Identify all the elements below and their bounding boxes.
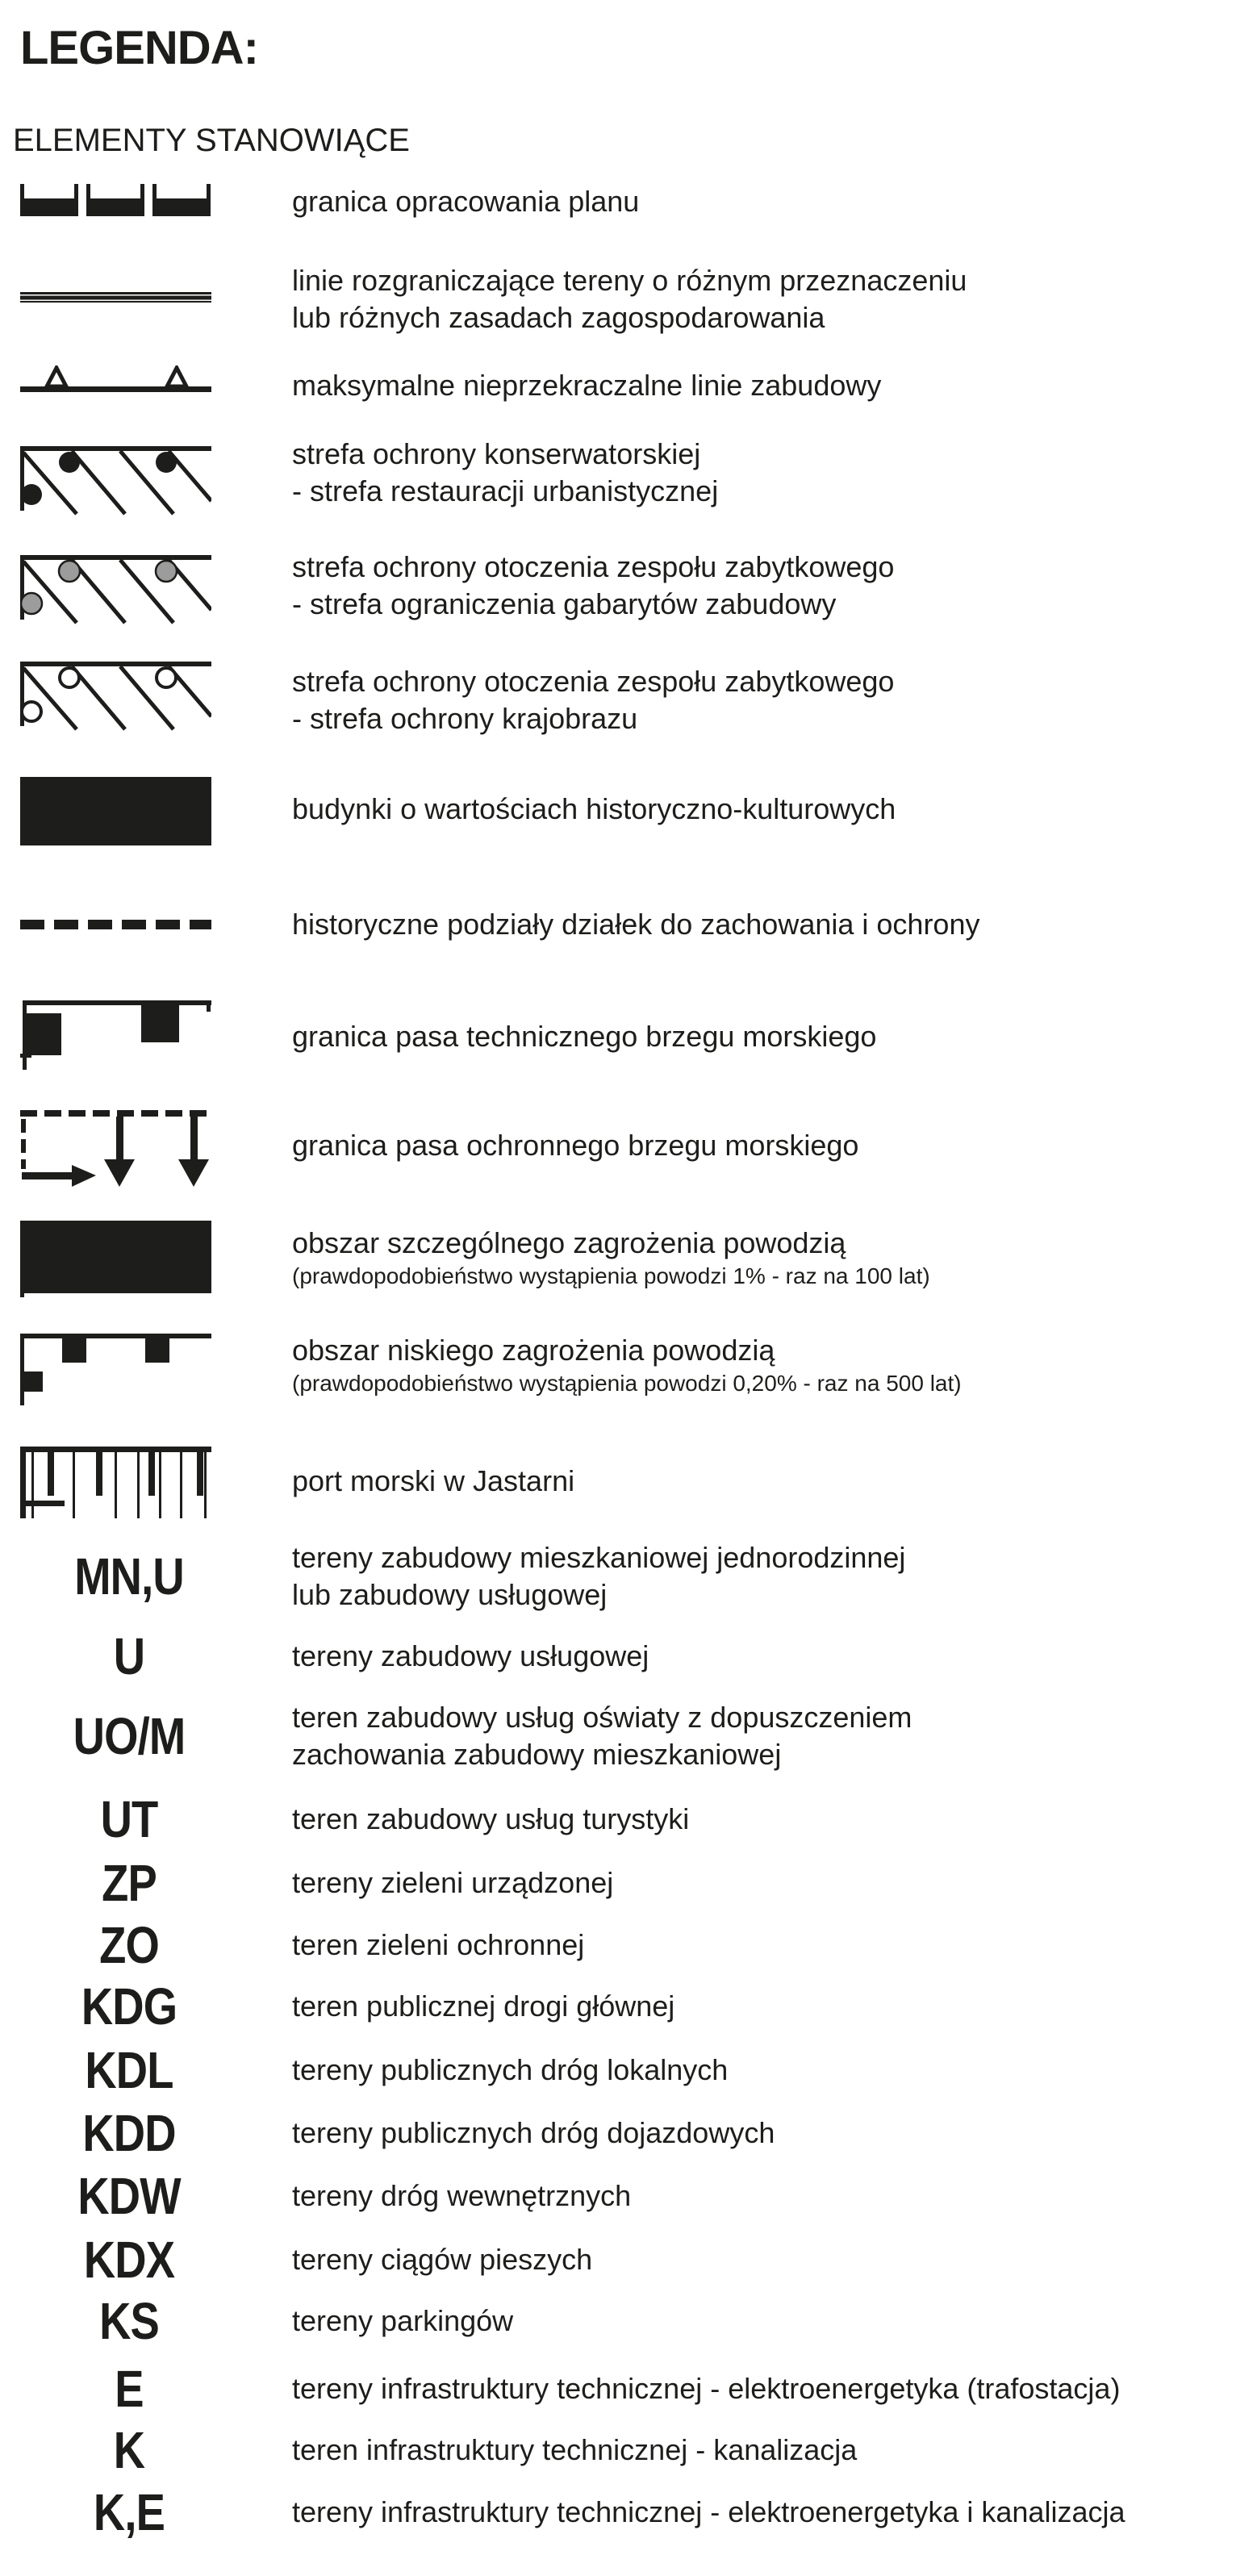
zone-label-mn-u: tereny zabudowy mieszkaniowej jednorodzinnej lub zabudowy usługowej — [292, 1541, 906, 1611]
legend-note-flood-special: (prawdopodobieństwo wystąpienia powodzi 1% - raz na 100 lat) — [292, 1263, 930, 1288]
zone-label-ks: tereny parkingów — [292, 2304, 514, 2337]
zone-code-e: E — [115, 2360, 144, 2418]
technical-belt-symbol — [20, 1000, 211, 1073]
section-heading: ELEMENTY STANOWIĄCE — [13, 123, 410, 158]
legend-label-heritage-zone-landscape: strefa ochrony otoczenia zespołu zabytkowego - strefa ochrony krajobrazu — [292, 665, 895, 735]
legend-label-protective-belt: granica pasa ochronnego brzegu morskiego — [292, 1129, 859, 1162]
zone-code-zp: ZP — [102, 1854, 157, 1912]
zone-code-kdw: KDW — [77, 2167, 181, 2225]
zone-label-kdw: tereny dróg wewnętrznych — [292, 2179, 632, 2212]
legend-label-technical-belt: granica pasa technicznego brzegu morskiego — [292, 1020, 877, 1053]
zone-code-ks: KS — [99, 2292, 159, 2350]
flood-low-risk-symbol — [20, 1331, 211, 1405]
zone-label-zp: tereny zieleni urządzonej — [292, 1866, 614, 1899]
flood-zone-zz-marker: ZZ — [95, 1238, 139, 1277]
plan-boundary-symbol — [20, 184, 211, 218]
zone-code-k: K — [113, 2421, 145, 2479]
heritage-zone-landscape-symbol — [20, 662, 211, 733]
zone-label-e: tereny infrastruktury technicznej - elektroenergetyka (trafostacja) — [292, 2372, 1121, 2405]
zone-code-mn-u: MN,U — [74, 1547, 184, 1605]
page-title: LEGENDA: — [20, 22, 258, 74]
protective-belt-symbol — [20, 1109, 211, 1190]
conservation-zone-symbol — [20, 446, 211, 517]
legend-label-seaport: port morski w Jastarni — [292, 1464, 575, 1497]
zone-code-kdx: KDX — [83, 2231, 175, 2289]
zone-label-kdx: tereny ciągów pieszych — [292, 2243, 593, 2276]
legend-label-plan-boundary: granica opracowania planu — [292, 185, 640, 218]
legend-note-flood-low: (prawdopodobieństwo wystąpienia powodzi 0,20% - raz na 500 lat) — [292, 1371, 962, 1396]
zone-label-uo-m: teren zabudowy usług oświaty z dopuszczeniem zachowania zabudowy mieszkaniowej — [292, 1701, 912, 1771]
zone-code-u: U — [113, 1627, 145, 1685]
historic-plot-divisions-symbol — [20, 920, 211, 929]
max-building-line-symbol — [20, 365, 211, 393]
zone-code-zo: ZO — [99, 1916, 159, 1974]
zone-code-kdd: KDD — [82, 2104, 176, 2162]
heritage-zone-gauge-symbol — [20, 555, 211, 626]
seaport-symbol — [20, 1444, 211, 1518]
legend-label-plot-divisions: historyczne podziały działek do zachowania i ochrony — [292, 908, 980, 941]
legend-label-conservation-zone: strefa ochrony konserwatorskiej - strefa restauracji urbanistycznej — [292, 437, 719, 507]
zone-label-kdd: tereny publicznych dróg dojazdowych — [292, 2116, 775, 2149]
zone-code-kdl: KDL — [85, 2041, 173, 2099]
legend-label-building-line: maksymalne nieprzekraczalne linie zabudowy — [292, 369, 882, 402]
zone-code-ut: UT — [100, 1790, 158, 1848]
zone-label-kdg: teren publicznej drogi głównej — [292, 1989, 675, 2023]
zone-code-k-e: K,E — [93, 2483, 165, 2541]
flood-special-risk-symbol — [20, 1221, 211, 1297]
zone-label-zo: teren zieleni ochronnej — [292, 1928, 585, 1961]
legend-label-heritage-zone-gauge: strefa ochrony otoczenia zespołu zabytkowego - strefa ograniczenia gabarytów zabudowy — [292, 550, 895, 620]
legend-label-historic-buildings: budynki o wartościach historyczno-kulturowych — [292, 792, 896, 825]
legend-label-zoning-line: linie rozgraniczające tereny o różnym przeznaczeniu lub różnych zasadach zagospodarowania — [292, 264, 967, 334]
zone-label-k-e: tereny infrastruktury technicznej - elektroenergetyka i kanalizacja — [292, 2495, 1125, 2528]
zoning-dividing-line-symbol — [20, 292, 211, 303]
legend-label-flood-special: obszar szczególnego zagrożenia powodzią — [292, 1226, 846, 1259]
zone-label-k: teren infrastruktury technicznej - kanalizacja — [292, 2433, 858, 2466]
zone-label-ut: teren zabudowy usług turystyki — [292, 1802, 690, 1835]
zone-code-uo-m: UO/M — [73, 1707, 186, 1765]
zone-label-u: tereny zabudowy usługowej — [292, 1639, 649, 1672]
historic-buildings-symbol — [20, 777, 211, 845]
legend-label-flood-low: obszar niskiego zagrożenia powodzią — [292, 1334, 775, 1367]
zone-code-kdg: KDG — [81, 1977, 177, 2035]
zone-label-kdl: tereny publicznych dróg lokalnych — [292, 2053, 729, 2086]
